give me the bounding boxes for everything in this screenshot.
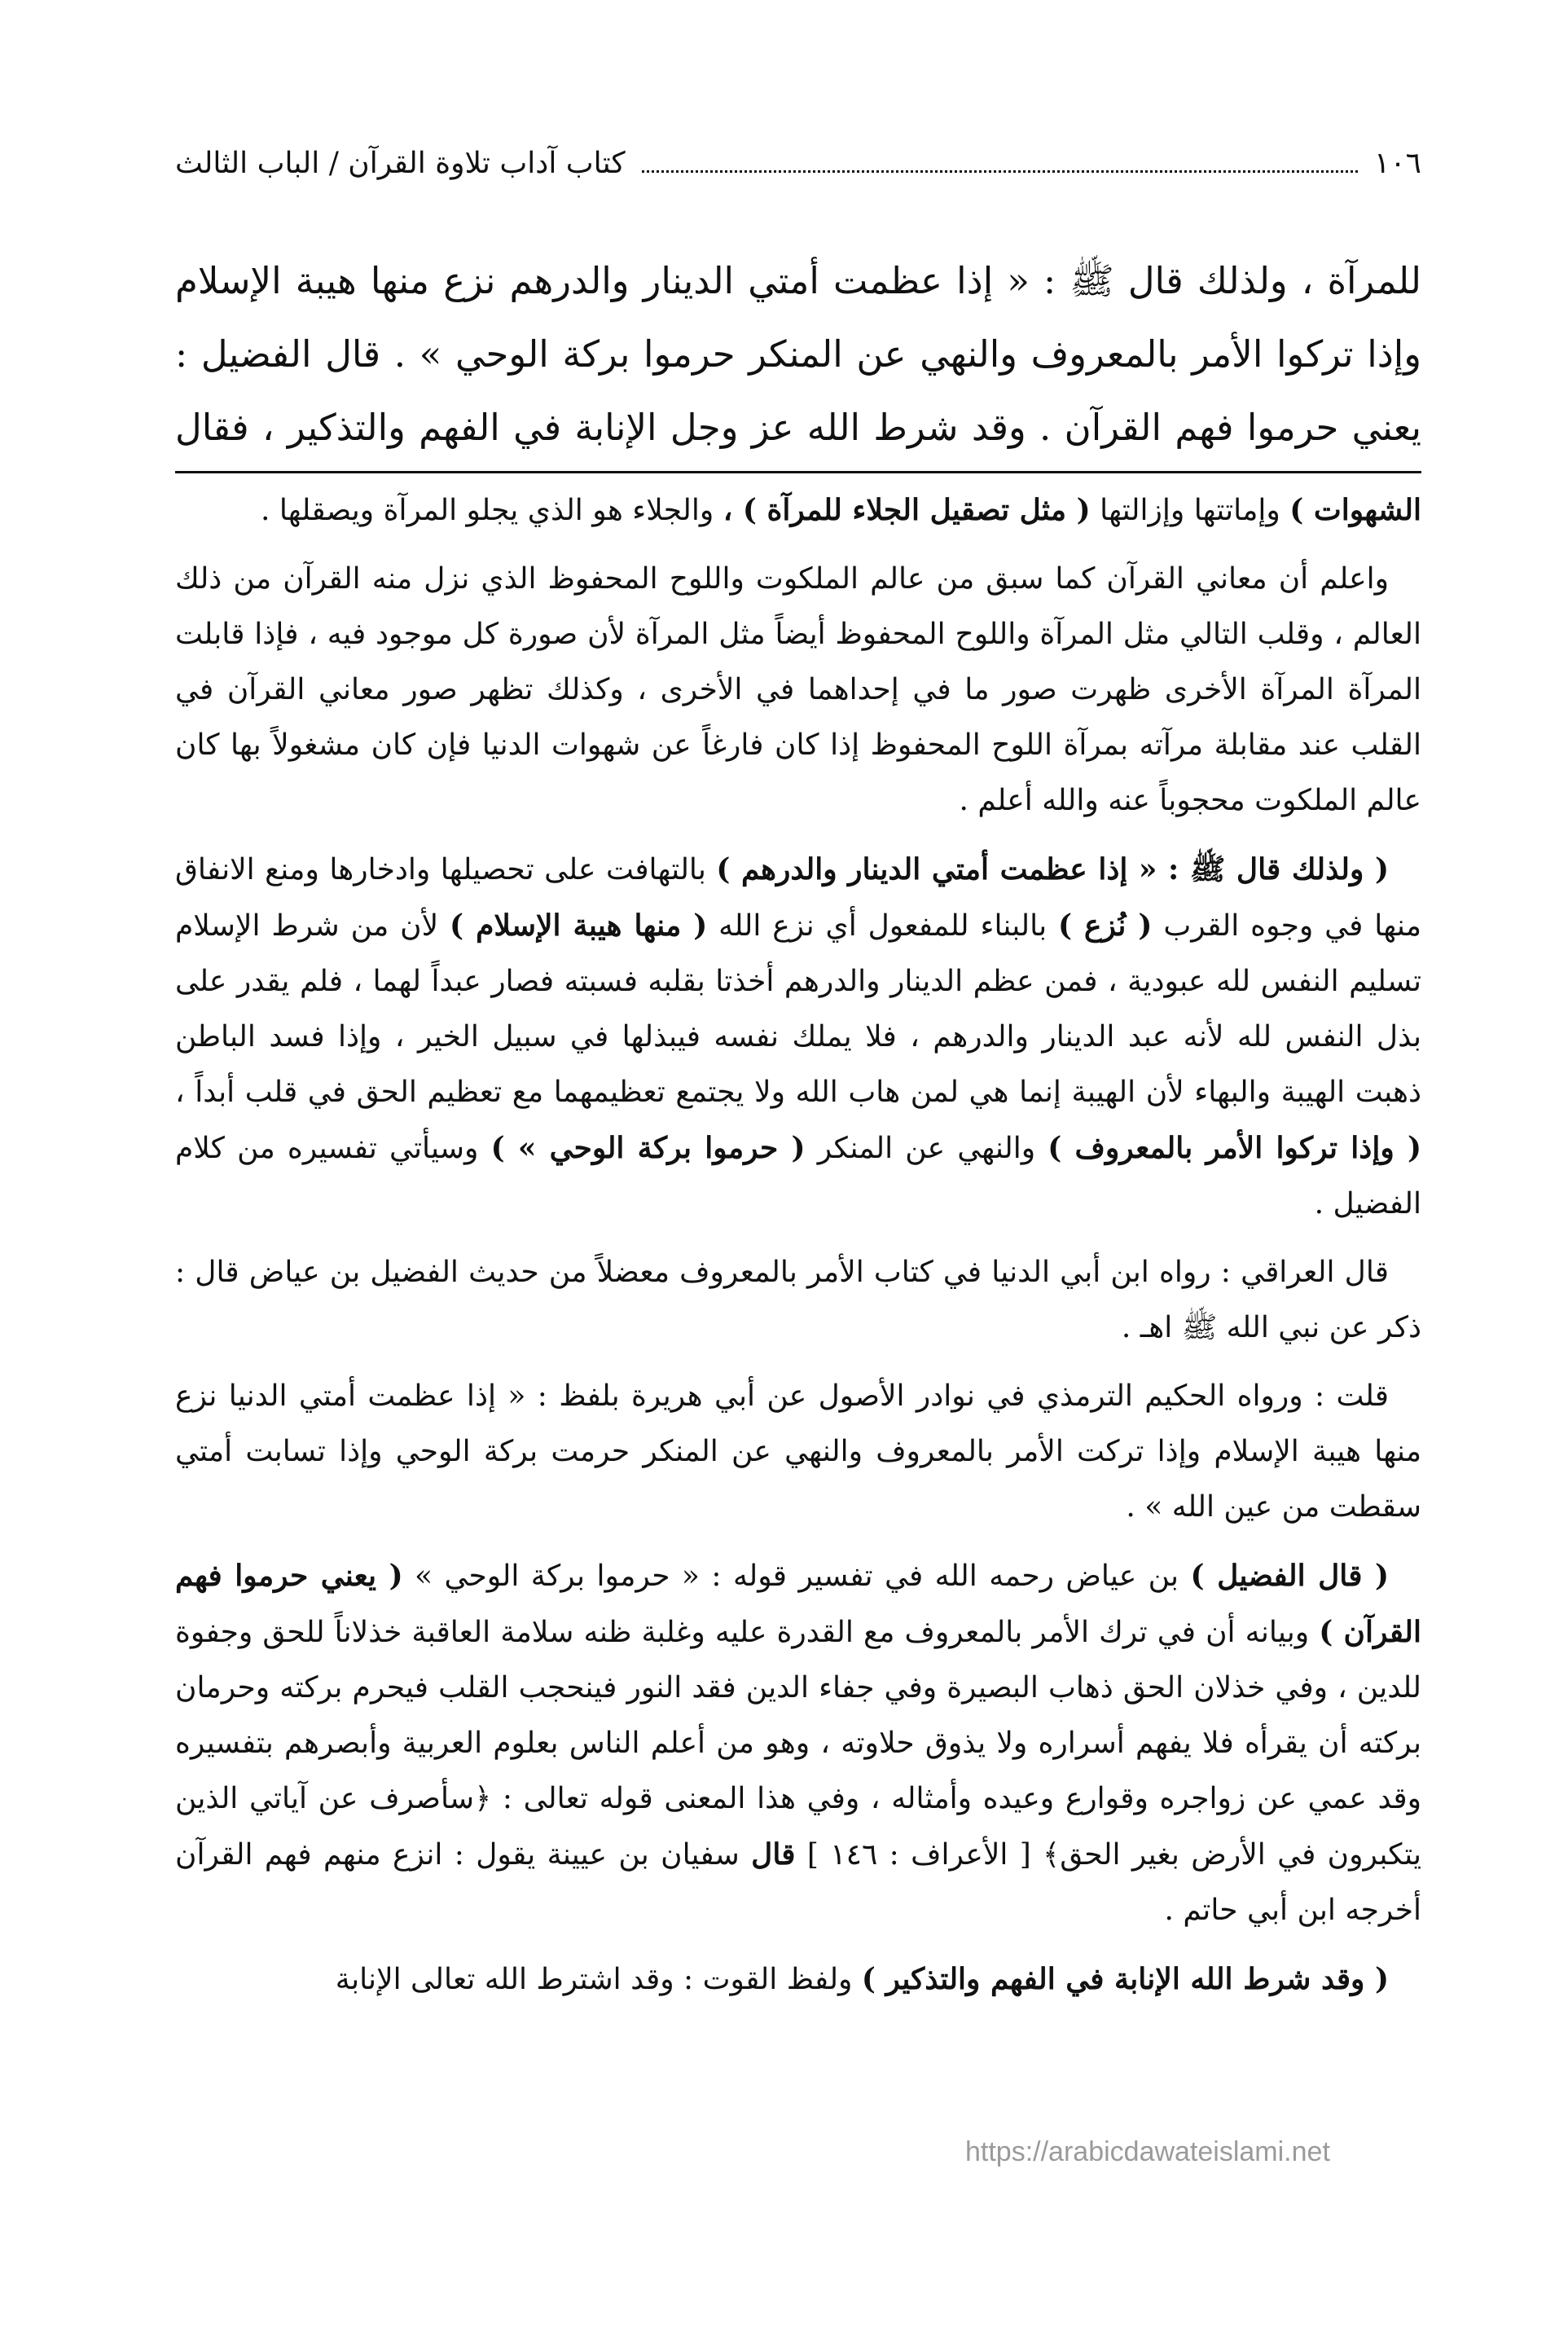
watermark-url: https://arabicdawateislami.net — [965, 2136, 1330, 2167]
bold-phrase: ( ولذلك قال ﷺ : « إذا عظمت أمتي الدينار والدرهم ) — [716, 852, 1389, 886]
text-run: والنهي عن المنكر — [805, 1132, 1048, 1165]
leader-dots — [642, 170, 1358, 173]
bold-phrase: ( وقد شرط الله الإنابة في الفهم والتذكير ) — [861, 1962, 1389, 1996]
bold-phrase: ( يعني حرموا فهم القرآن ) — [175, 1559, 1421, 1649]
text-run: ولفظ القوت : وقد اشترط الله تعالى الإنابة — [335, 1963, 862, 1996]
bold-phrase: ( حرموا بركة الوحي » ) — [490, 1131, 806, 1165]
text-run: وإماتتها وإزالتها — [1090, 494, 1290, 527]
bold-phrase: قال — [751, 1837, 796, 1872]
text-run: بالتهافت على تحصيلها وادخارها ومنع الانفاق منها في وجوه القرب — [175, 853, 1421, 943]
bold-phrase: ( قال الفضيل ) — [1190, 1559, 1389, 1593]
commentary-paragraph-2: واعلم أن معاني القرآن كما سبق من عالم الملكوت واللوح المحفوظ الذي نزل منه القرآن من ذلك العالم ، وقلب التالي مثل المرآة واللوح المحفوظ أيضاً مثل المرآة لأن صورة كل موجود فيه ، فإذا قابلت المرآة المرآة الأخرى ظهرت صور ما في إحداهما في الأخرى ، وكذلك تظهر صور معاني القرآن في القلب عند مقابلة مرآته بمرآة اللوح المحفوظ إذا كان فارغاً عن شهوات الدنيا فإن كان مشغولاً بها كان عالم الملكوت محجوباً عنه والله أعلم . — [175, 562, 1421, 817]
running-header — [175, 130, 1421, 196]
text-run: والجلاء هو الذي يجلو المرآة ويصقلها . — [260, 494, 723, 527]
bold-phrase: ( وإذا تركوا الأمر بالمعروف ) — [1048, 1131, 1422, 1165]
page-number: ١٠٦ — [1373, 146, 1421, 180]
chapter-title: كتاب آداب تلاوة القرآن / الباب الثالث — [175, 146, 626, 180]
bold-phrase: ( منها هيبة الإسلام ) — [450, 908, 708, 943]
commentary-paragraph-7 — [175, 1951, 1421, 2008]
bold-phrase: ( مثل تصقيل الجلاء للمرآة ) ، — [723, 493, 1091, 527]
main-text: للمرآة ، ولذلك قال ﷺ : « إذا عظمت أمتي الدينار والدرهم نزع منها هيبة الإسلام وإذا تركوا الأمر بالمعروف والنهي عن المنكر حرموا بركة الوحي » . قال الفضيل : يعني حرموا فهم القرآن . وقد شرط الله عز وجل الإنابة في الفهم والتذكير ، فقال — [175, 259, 1421, 449]
commentary-paragraph-4: قال العراقي : رواه ابن أبي الدنيا في كتاب الأمر بالمعروف معضلاً من حديث الفضيل بن عياض قال : ذكر عن نبي الله ﷺ اهـ . — [175, 1256, 1421, 1344]
commentary-paragraph-3 — [175, 842, 1421, 1232]
commentary-paragraph-6 — [175, 1548, 1421, 1938]
text-run: وسيأتي تفسيره من كلام الفضيل . — [175, 1132, 1421, 1221]
text-run: لأن من شرط الإسلام تسليم النفس لله عبودية ، فمن عظم الدينار والدرهم أخذتا بقلبه فسبته فصار عبداً لهما ، فلم يقدر على بذل النفس لله لأنه عبد الدينار والدرهم ، فلا يملك نفسه فيبذلها في سبيل الخير ، وإذا فسد الباطن ذهبت الهيبة والبهاء لأن الهيبة إنما هي لمن هاب الله ولا يجتمع تعظيمهما مع تعظيم الحق في قلب أبداً ، — [175, 909, 1421, 1109]
commentary-paragraph-5: قلت : ورواه الحكيم الترمذي في نوادر الأصول عن أبي هريرة بلفظ : « إذا عظمت أمتي الدنيا نزع منها هيبة الإسلام وإذا تركت الأمر بالمعروف والنهي عن المنكر حرمت بركة الوحي وإذا تسابت أمتي سقطت من عين الله » . — [175, 1379, 1421, 1524]
text-run: سفيان بن عيينة يقول : انزع منهم فهم القرآن أخرجه ابن أبي حاتم . — [175, 1838, 1421, 1927]
bold-phrase: الشهوات ) — [1289, 493, 1421, 527]
commentary — [175, 482, 1421, 2021]
separator-rule — [175, 471, 1421, 473]
text-run: بن عياض رحمه الله في تفسير قوله : « حرموا بركة الوحي » — [402, 1559, 1191, 1593]
commentary-paragraph-1 — [175, 482, 1421, 539]
text-run: وبيانه أن في ترك الأمر بالمعروف مع القدرة عليه وغلبة ظنه سلامة العاقبة خذلاناً للحق وجفوة للدين ، وفي خذلان الحق ذهاب البصيرة وفي جفاء الدين فقد النور فينحجب القلب فيحرم بركته وحرمان بركته أن يقرأه فلا يفهم أسراره ولا يذوق حلاوته ، وهو من أعلم الناس بعلوم العربية وأبصرهم بتفسيره وقد عمي عن زواجره وقوارع وعيده وأمثاله ، وفي هذا المعنى قوله تعالى : ﴿سأصرف عن آياتي الذين يتكبرون في الأرض بغير الحق﴾ [ الأعراف : ١٤٦ ] — [175, 1616, 1421, 1872]
text-run: بالبناء للمفعول أي نزع الله — [707, 909, 1059, 943]
bold-phrase: ( نُزع ) — [1058, 908, 1153, 943]
